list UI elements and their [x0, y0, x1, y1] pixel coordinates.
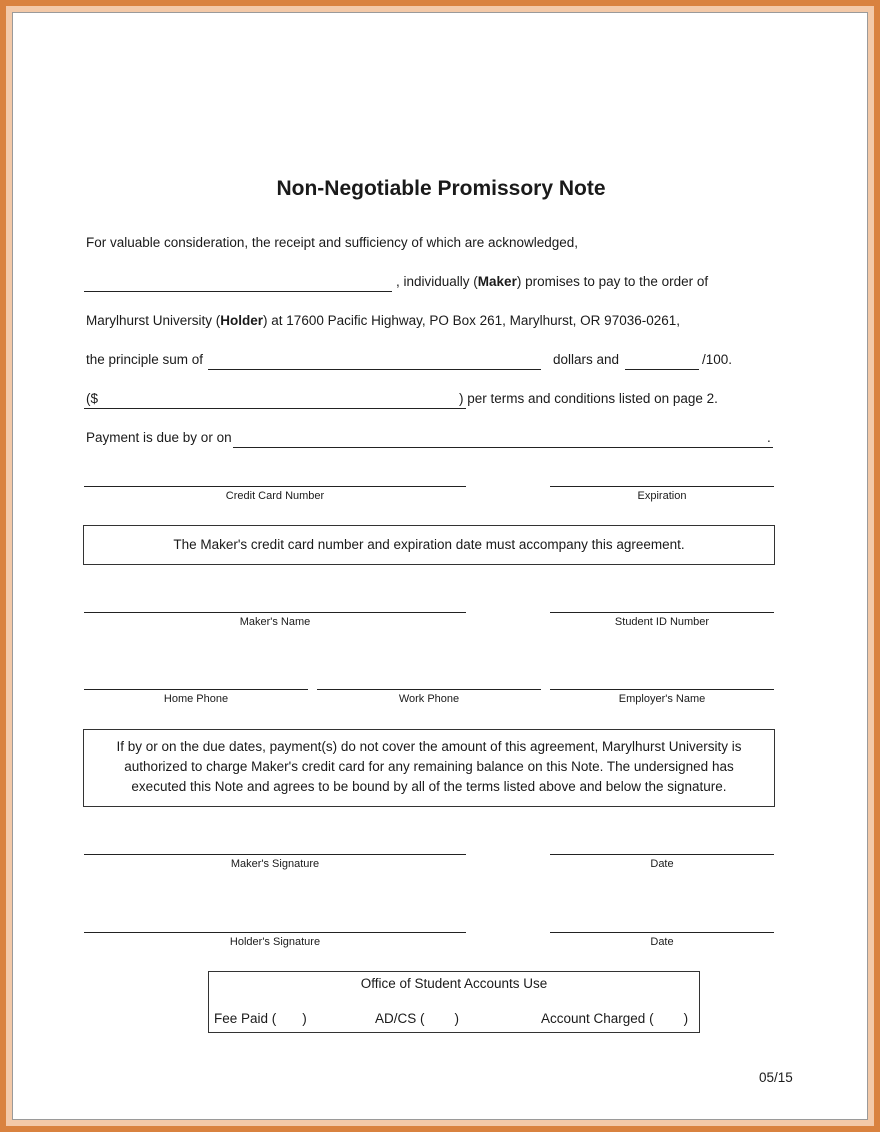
home-phone-caption: Home Phone	[163, 693, 229, 705]
document-title: Non-Negotiable Promissory Note	[276, 177, 606, 200]
holder-date-caption: Date	[650, 936, 674, 948]
holders-signature-caption: Holder's Signature	[229, 936, 321, 948]
account-charged-field[interactable]	[541, 1011, 688, 1026]
holder-date-blank[interactable]	[550, 932, 774, 933]
terms-line-1: If by or on the due dates, payment(s) do not cover the amount of this agreement, Marylhurst University is	[116, 739, 742, 754]
maker-clause-post: ) promises to pay to the order of	[516, 274, 709, 289]
fee-paid-field[interactable]	[214, 1011, 307, 1026]
maker-name-blank[interactable]	[84, 291, 392, 292]
work-phone-caption: Work Phone	[398, 693, 460, 705]
work-phone-blank[interactable]	[317, 689, 541, 690]
employer-name-caption: Employer's Name	[618, 693, 706, 705]
credit-card-caption: Credit Card Number	[225, 490, 325, 502]
notice-box	[83, 525, 775, 565]
account-charged-label: Account Charged (	[541, 1011, 654, 1026]
makers-name-caption: Maker's Name	[239, 616, 311, 628]
holder-clause-pre: Marylhurst University (	[86, 313, 221, 328]
adcs-close: )	[454, 1011, 460, 1026]
expiration-caption: Expiration	[637, 490, 687, 502]
makers-name-blank[interactable]	[84, 612, 466, 613]
student-id-caption: Student ID Number	[614, 616, 710, 628]
holder-clause-post: ) at 17600 Pacific Highway, PO Box 261, Marylhurst, OR 97036-0261,	[263, 313, 681, 328]
due-label: Payment is due by or on	[86, 430, 232, 445]
maker-date-blank[interactable]	[550, 854, 774, 855]
version-number: 05/15	[759, 1070, 793, 1085]
principle-sum-blank[interactable]	[208, 369, 541, 370]
due-period: .	[767, 430, 771, 445]
document-page	[12, 12, 868, 1120]
dollar-close-text: ) per terms and conditions listed on page 2.	[459, 391, 718, 406]
adcs-field[interactable]	[375, 1011, 459, 1026]
employer-name-blank[interactable]	[550, 689, 774, 690]
fee-paid-close: )	[302, 1011, 307, 1026]
makers-signature-blank[interactable]	[84, 854, 466, 855]
terms-line-3: executed this Note and agrees to be bound by all of the terms listed above and below the signature.	[131, 779, 727, 794]
expiration-blank[interactable]	[550, 486, 774, 487]
maker-clause-pre: , individually (	[396, 274, 478, 289]
holders-signature-blank[interactable]	[84, 932, 466, 933]
intro-text: For valuable consideration, the receipt and sufficiency of which are acknowledged,	[86, 235, 579, 250]
dollars-and-label: dollars and	[553, 352, 620, 367]
due-date-blank[interactable]	[233, 447, 773, 448]
office-use-box	[208, 971, 700, 1033]
dollar-open: ($	[86, 391, 99, 406]
holder-term: Holder	[220, 313, 264, 328]
cents-blank[interactable]	[625, 369, 699, 370]
principle-label: the principle sum of	[86, 352, 204, 367]
makers-signature-caption: Maker's Signature	[230, 858, 320, 870]
student-id-blank[interactable]	[550, 612, 774, 613]
over-100-label: /100.	[702, 352, 733, 367]
maker-clause	[396, 274, 708, 289]
office-use-title: Office of Student Accounts Use	[360, 976, 548, 991]
home-phone-blank[interactable]	[84, 689, 308, 690]
terms-box	[83, 729, 775, 807]
dollar-amount-blank[interactable]	[84, 408, 466, 409]
fee-paid-label: Fee Paid (	[214, 1011, 277, 1026]
notice-text: The Maker's credit card number and expiration date must accompany this agreement.	[173, 537, 685, 552]
adcs-label: AD/CS (	[375, 1011, 425, 1026]
credit-card-blank[interactable]	[84, 486, 466, 487]
account-charged-close: )	[683, 1011, 689, 1026]
maker-term: Maker	[477, 274, 517, 289]
holder-clause	[86, 313, 680, 328]
maker-date-caption: Date	[650, 858, 674, 870]
terms-line-2: authorized to charge Maker's credit card for any remaining balance on this Note. The undersigned has	[124, 759, 734, 774]
